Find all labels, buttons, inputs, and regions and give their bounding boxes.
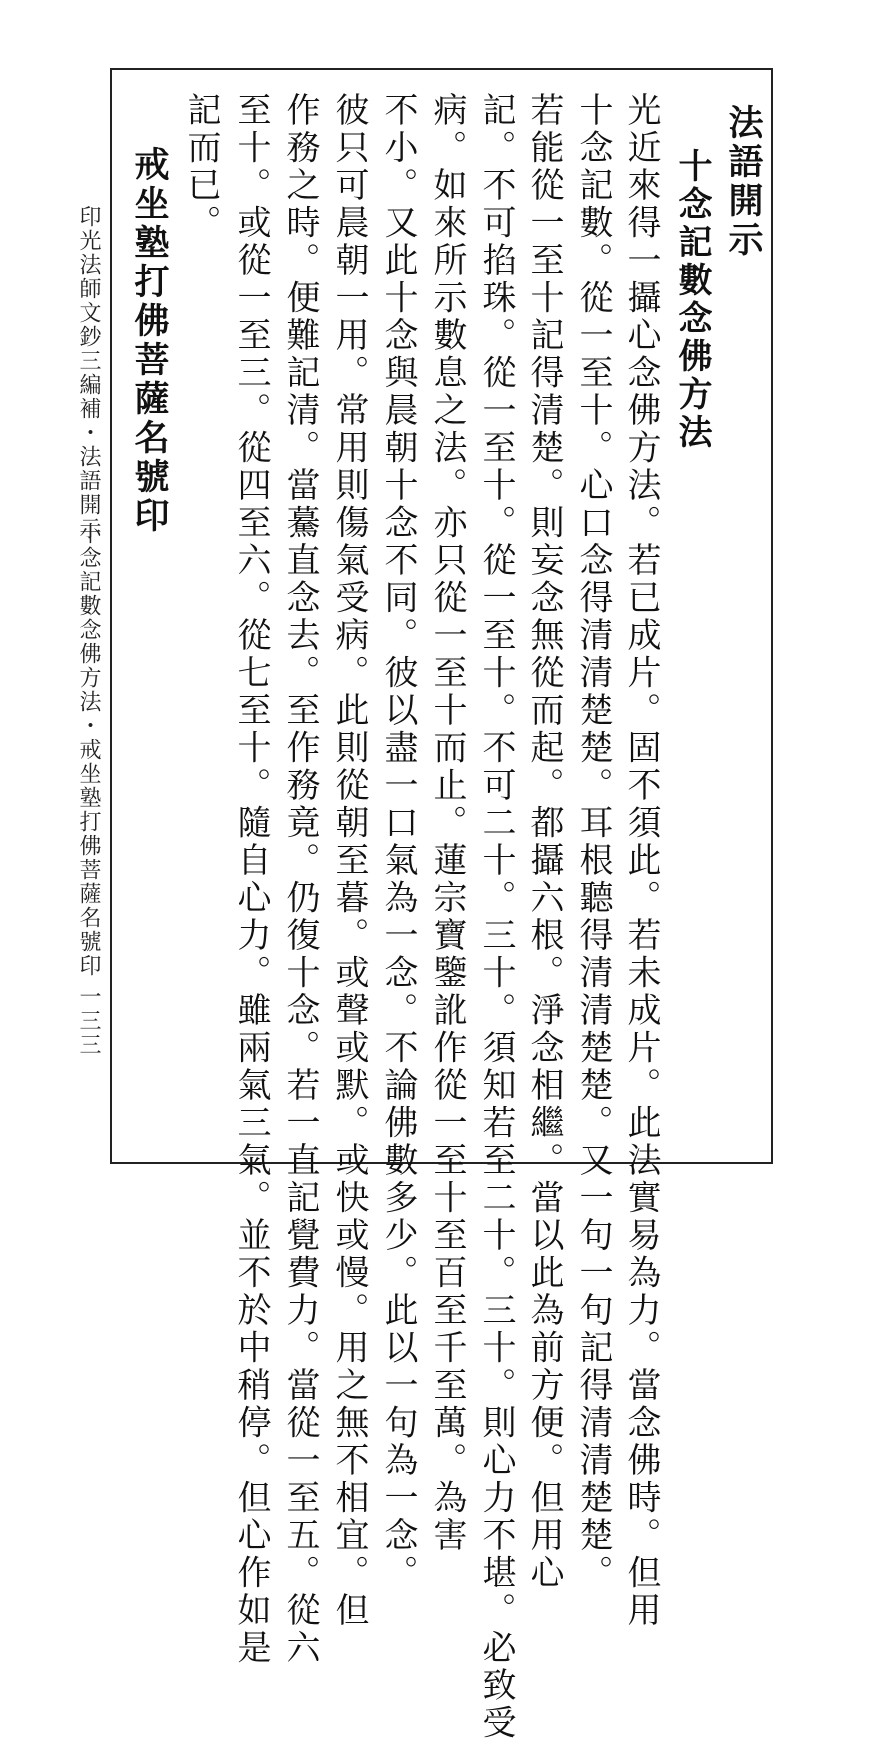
section-heading: 法語開示 — [723, 104, 764, 260]
margin-section-title: 十念記數念佛方法・戒坐塾打佛菩薩名號印 — [76, 522, 101, 978]
body-text-line-10: 記而已。 — [181, 92, 221, 242]
body-text-line-3: 若能從一至十記得清楚。則妄念無從而起。都攝六根。淨念相繼。當以此為前方便。但用心 — [524, 92, 564, 1592]
body-text-line-7: 彼只可晨朝一用。常用則傷氣受病。此則從朝至暮。或聲或默。或快或慢。用之無不相宜。但 — [329, 92, 369, 1630]
page-number: 一三三 — [76, 985, 101, 1057]
body-text-line-9: 至十。或從一至三。從四至六。從七至十。隨自心力。雖兩氣三氣。並不於中稍停。但心作如是 — [231, 92, 271, 1667]
body-text-line-4: 記。不可掐珠。從一至十。從一至十。不可二十。三十。須知若至二十。三十。則心力不堪。必致受 — [476, 92, 516, 1742]
body-text-line-2: 十念記數。從一至十。心口念得清清楚楚。耳根聽得清清楚楚。又一句一句記得清清楚楚。 — [573, 92, 613, 1592]
body-text-line-5: 病。如來所示數息之法。亦只從一至十而止。蓮宗寶鑒訛作從一至十至百至千至萬。為害 — [427, 92, 467, 1555]
body-text-line-6: 不小。又此十念與晨朝十念不同。彼以盡一口氣為一念。不論佛數多少。此以一句為一念。 — [378, 92, 418, 1592]
margin-book-title: 印光法師文鈔三編補・法語開示 — [76, 205, 101, 541]
next-article-title: 戒坐塾打佛菩薩名號印 — [129, 146, 170, 536]
body-text-line-1: 光近來得一攝心念佛方法。若已成片。固不須此。若未成片。此法實易為力。當念佛時。但用 — [621, 92, 661, 1630]
body-text-line-8: 作務之時。便難記清。當驀直念去。至作務竟。仍復十念。若一直記覺費力。當從一至五。從六 — [280, 92, 320, 1667]
article-title: 十念記數念佛方法 — [672, 148, 712, 452]
